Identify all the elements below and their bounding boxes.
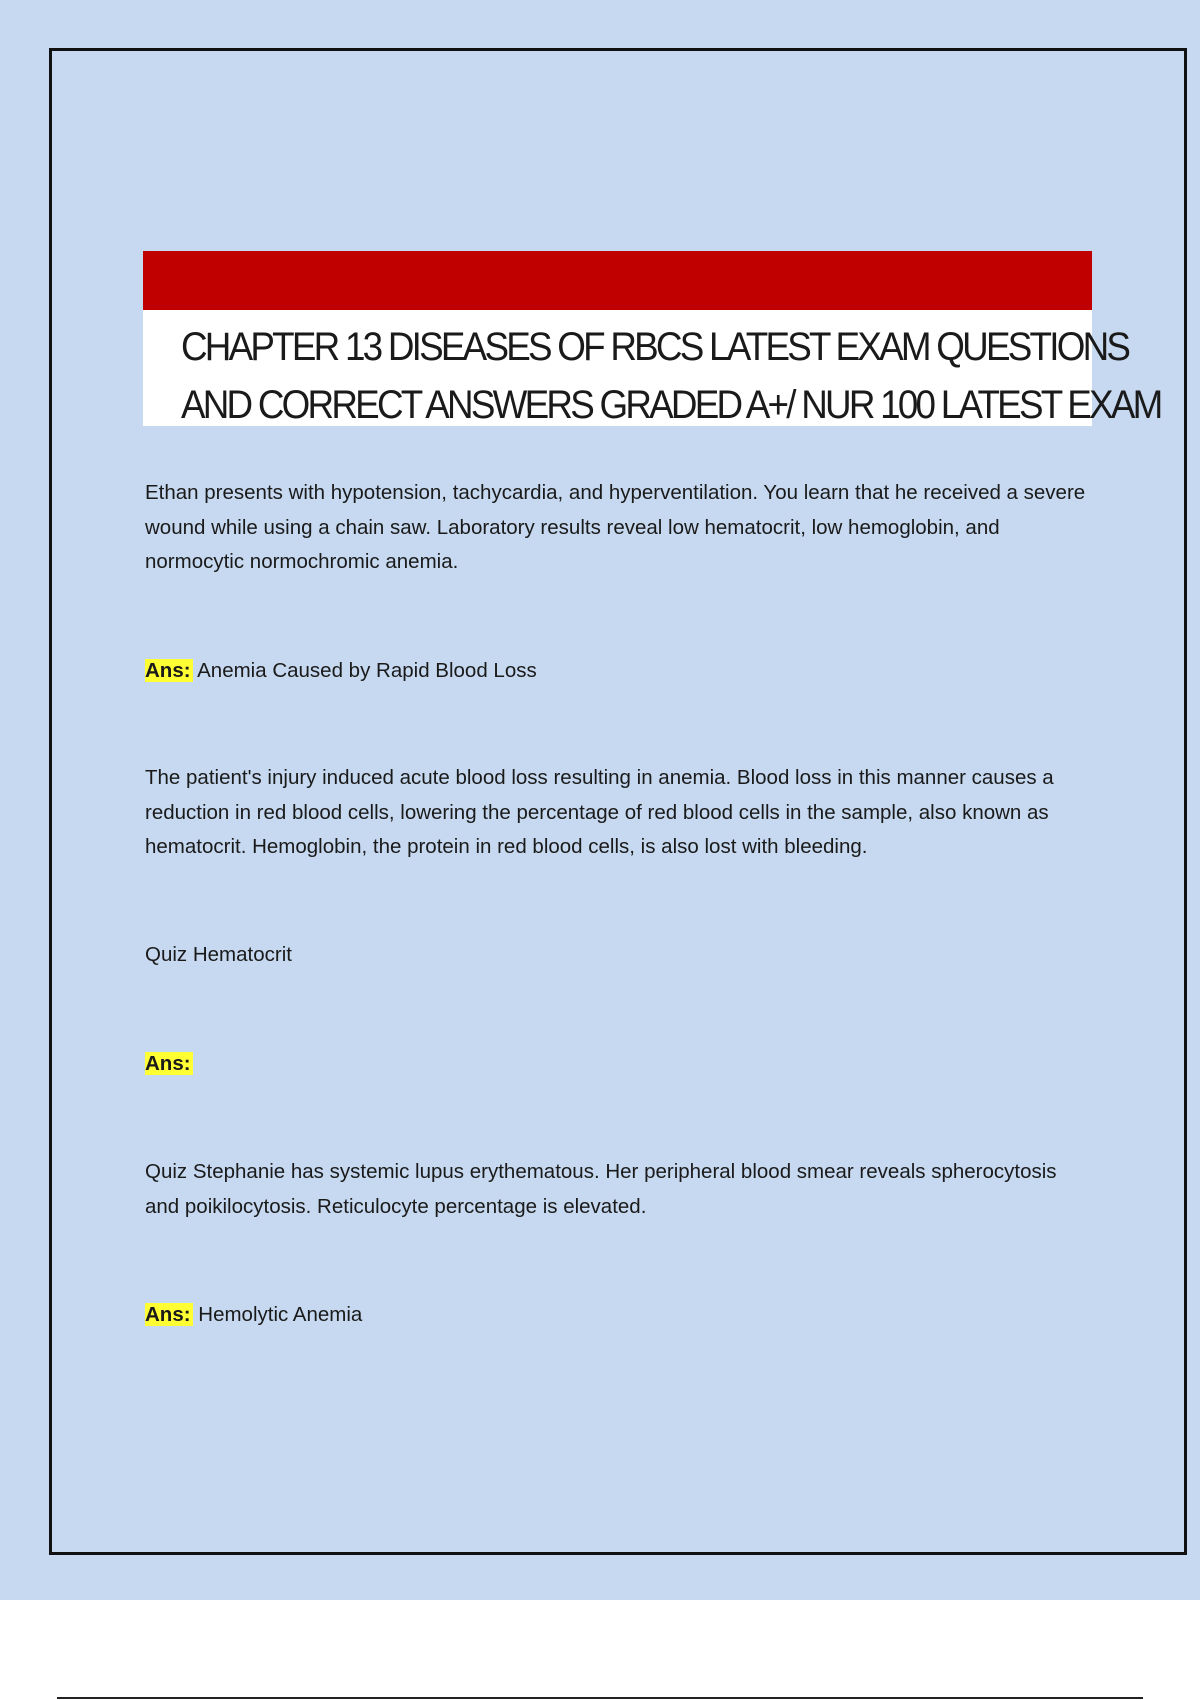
answer-3-text: Hemolytic Anemia [192,1303,363,1326]
title-line-1: CHAPTER 13 DISEASES OF RBCS LATEST EXAM QUESTIONS [180,325,1129,369]
answer-2-label: Ans: [145,1052,191,1075]
explanation-1-text: The patient's injury induced acute blood loss resulting in anemia. Blood loss in this manner causes a reduction in red blood cells, lowering the percentage of red blood cells in the sample, also known as hematocrit. Hemoglobin, the protein in red blood cells, is also lost with bleeding. [145,766,1054,858]
footer-rule [57,1697,1143,1699]
answer-1-text: Anemia Caused by Rapid Blood Loss [192,659,537,682]
answer-3-label: Ans: [145,1303,191,1326]
answer-2 [145,1047,1090,1082]
document-title [143,310,1161,427]
answer-1-label: Ans: [145,659,191,682]
title-line-2: AND CORRECT ANSWERS GRADED A+/ NUR 100 LATEST EXAM [180,383,1161,427]
answer-1 [145,654,1090,689]
question-3-text: Quiz Stephanie has systemic lupus erythematous. Her peripheral blood smear reveals spherocytosis and poikilocytosis. Reticulocyte percentage is elevated. [145,1160,1057,1218]
question-2-text: Quiz Hematocrit [145,943,292,966]
answer-3 [145,1298,1090,1333]
question-1-text: Ethan presents with hypotension, tachycardia, and hyperventilation. You learn that he received a severe wound while using a chain saw. Laboratory results reveal low hematocrit, low hemoglobin, and normocytic normochromic anemia. [145,481,1086,573]
title-red-bar [143,251,1092,310]
